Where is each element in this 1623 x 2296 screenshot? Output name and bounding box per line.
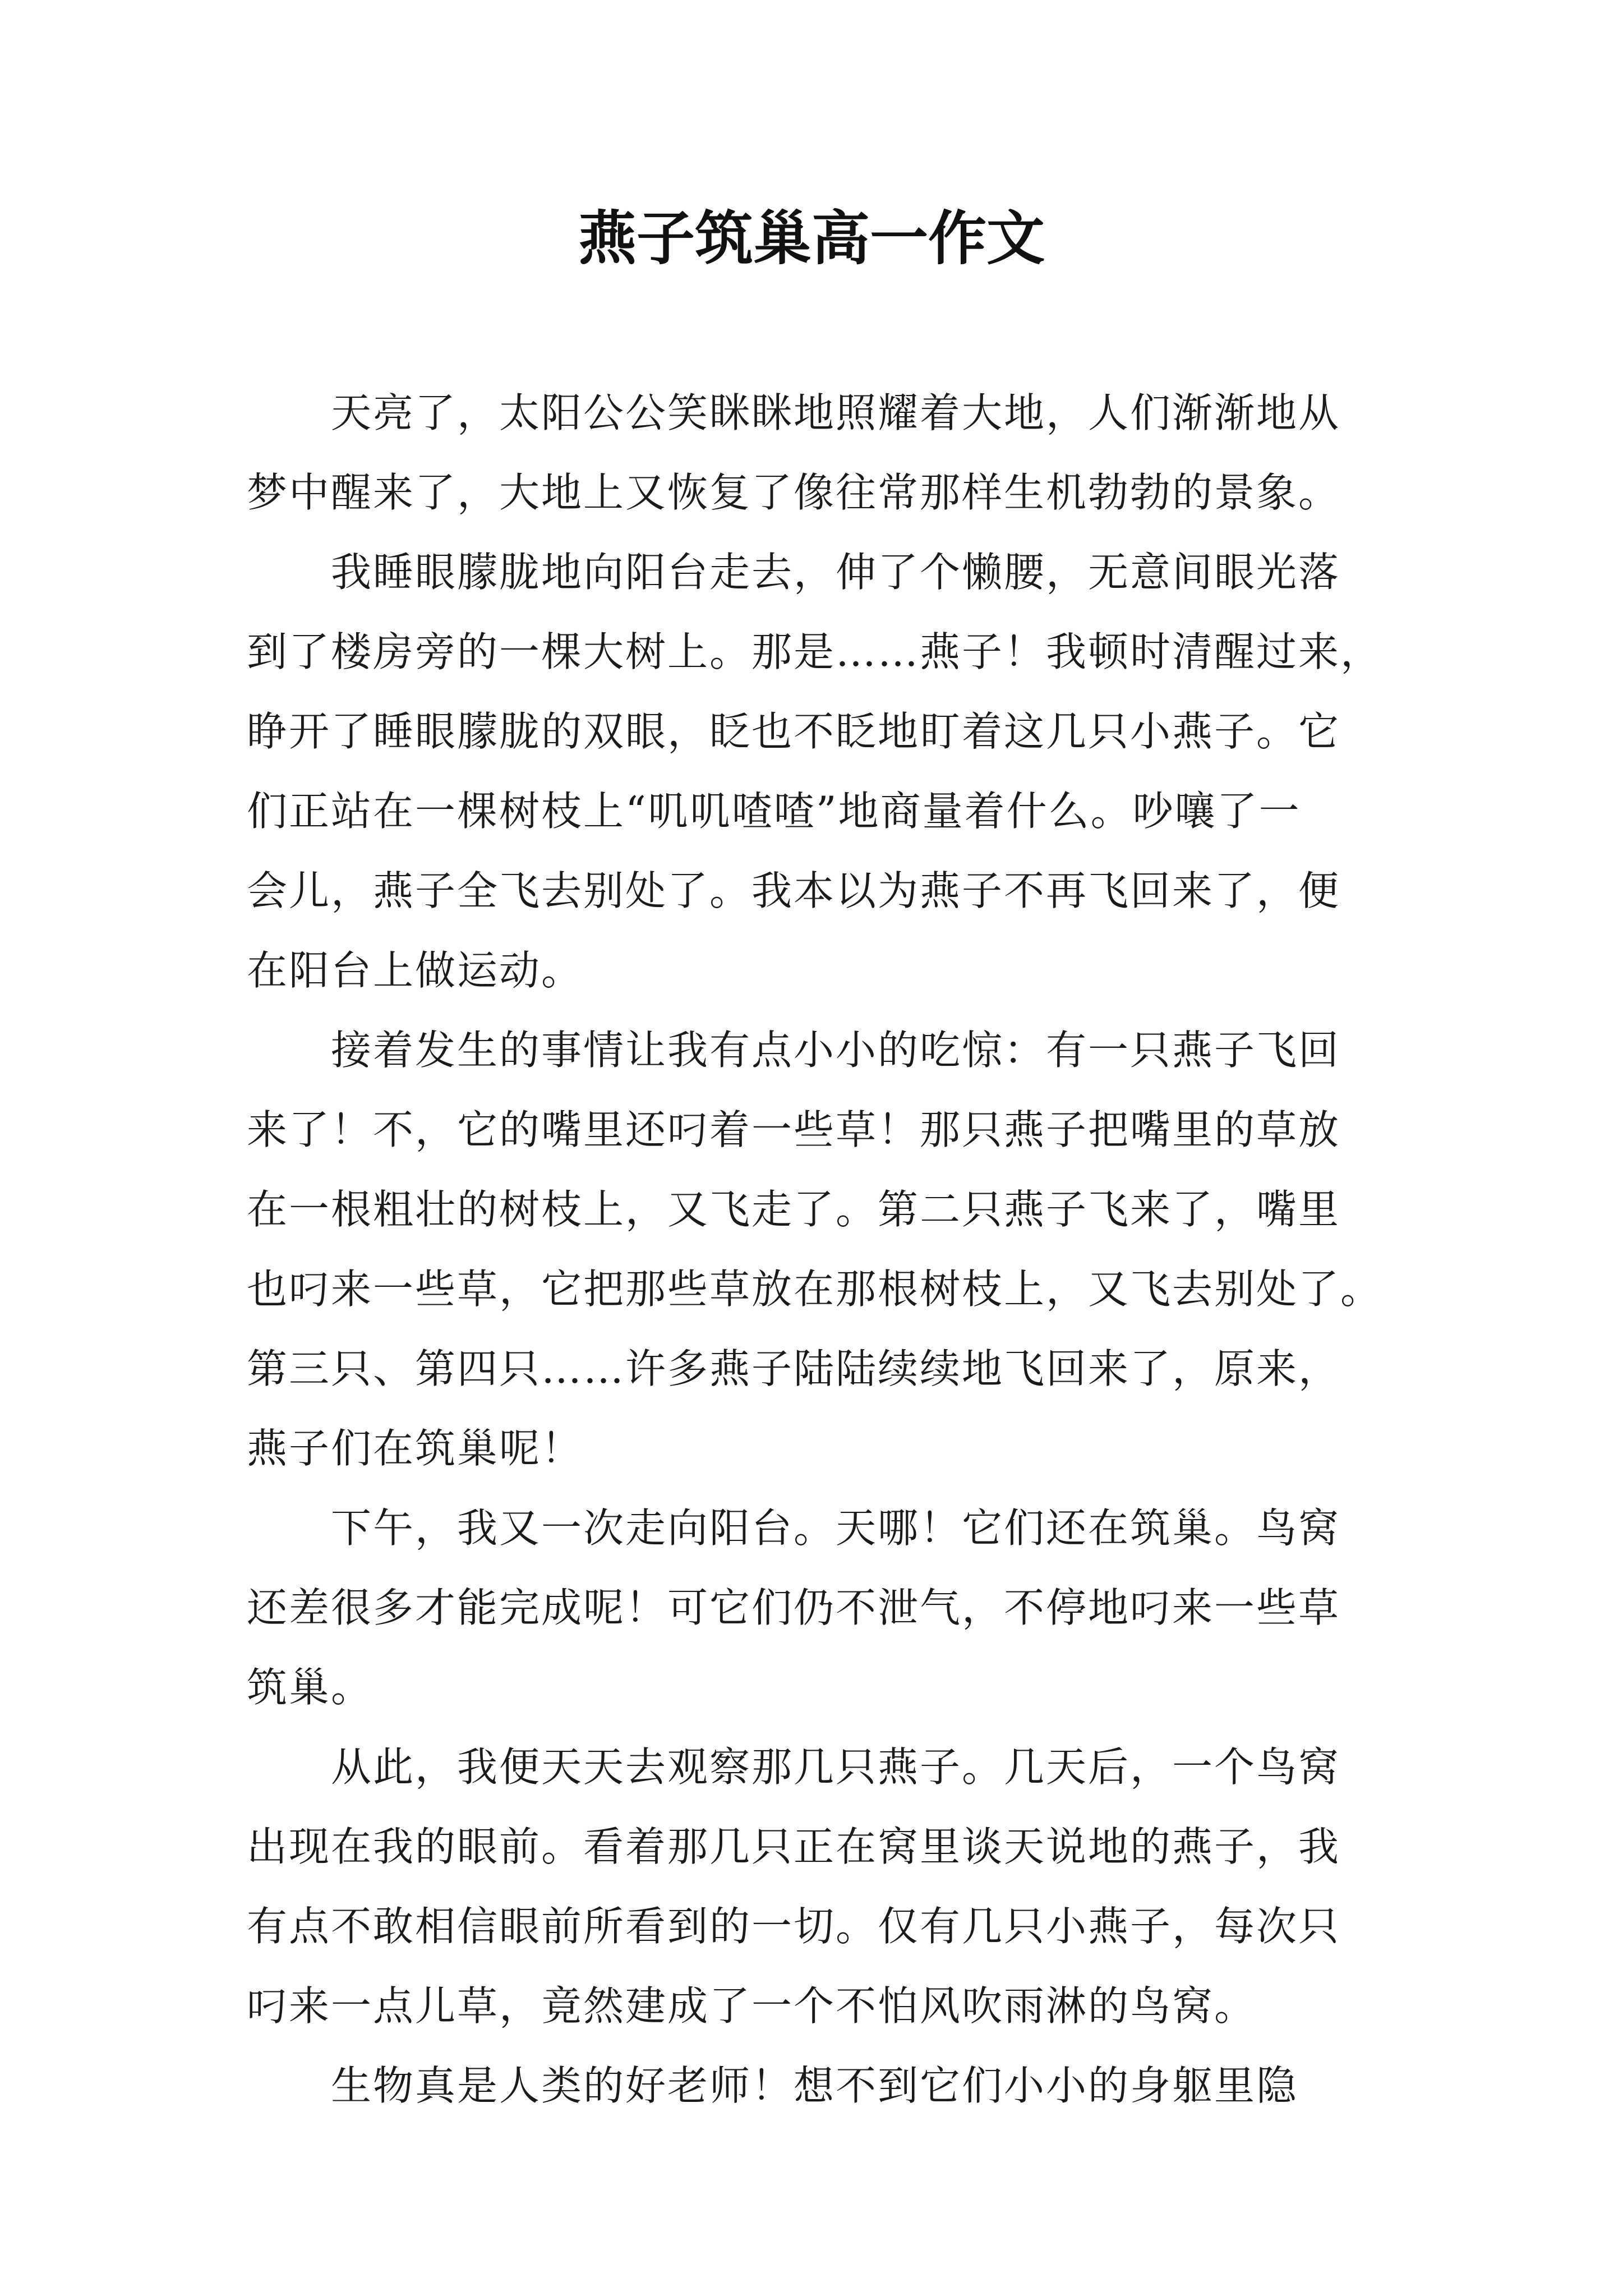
text-line: 睁开了睡眼朦胧的双眼，眨也不眨地盯着这几只小燕子。它 [247,708,1341,755]
text-line: 叼来一点儿草，竟然建成了一个不怕风吹雨淋的鸟窝。 [247,1982,1257,2030]
text-line: 梦中醒来了，大地上又恢复了像往常那样生机勃勃的景象。 [247,469,1341,516]
text-line: 在一根粗壮的树枝上，又飞走了。第二只燕子飞来了，嘴里 [247,1186,1341,1233]
text-line: 在阳台上做运动。 [247,947,584,994]
text-line: 第三只、第四只……许多燕子陆陆续续地飞回来了，原来， [247,1345,1341,1392]
essay-body [247,373,1385,2125]
text-line: 到了楼房旁的一棵大树上。那是……燕子！我顿时清醒过来， [247,628,1383,675]
document-title: 燕子筑巢高一作文 [578,204,1045,273]
text-line: 生物真是人类的好老师！想不到它们小小的身躯里隐 [331,2062,1299,2109]
text-line: 天亮了，太阳公公笑眯眯地照耀着大地，人们渐渐地从 [331,389,1341,436]
text-line: 有点不敢相信眼前所看到的一切。仅有几只小燕子，每次只 [247,1903,1341,1950]
text-line: 下午，我又一次走向阳台。天哪！它们还在筑巢。鸟窝 [331,1504,1341,1552]
text-line: 也叼来一些草，它把那些草放在那根树枝上，又飞去别处了。 [247,1266,1383,1313]
text-line: 会儿，燕子全飞去别处了。我本以为燕子不再飞回来了，便 [247,867,1341,914]
text-line: 筑巢。 [247,1664,374,1711]
text-line: 出现在我的眼前。看着那几只正在窝里谈天说地的燕子，我 [247,1823,1341,1870]
text-line: 我睡眼朦胧地向阳台走去，伸了个懒腰，无意间眼光落 [331,549,1341,596]
text-line: 来了！不，它的嘴里还叼着一些草！那只燕子把嘴里的草放 [247,1106,1341,1153]
text-line: 从此，我便天天去观察那几只燕子。几天后，一个鸟窝 [331,1743,1341,1791]
text-line: 还差很多才能完成呢！可它们仍不泄气，不停地叼来一些草 [247,1584,1341,1631]
text-line: 燕子们在筑巢呢！ [247,1425,584,1472]
text-line: 接着发生的事情让我有点小小的吃惊：有一只燕子飞回 [331,1027,1341,1074]
text-line: 们正站在一棵树枝上“叽叽喳喳”地商量着什么。吵嚷了一 [247,788,1301,835]
